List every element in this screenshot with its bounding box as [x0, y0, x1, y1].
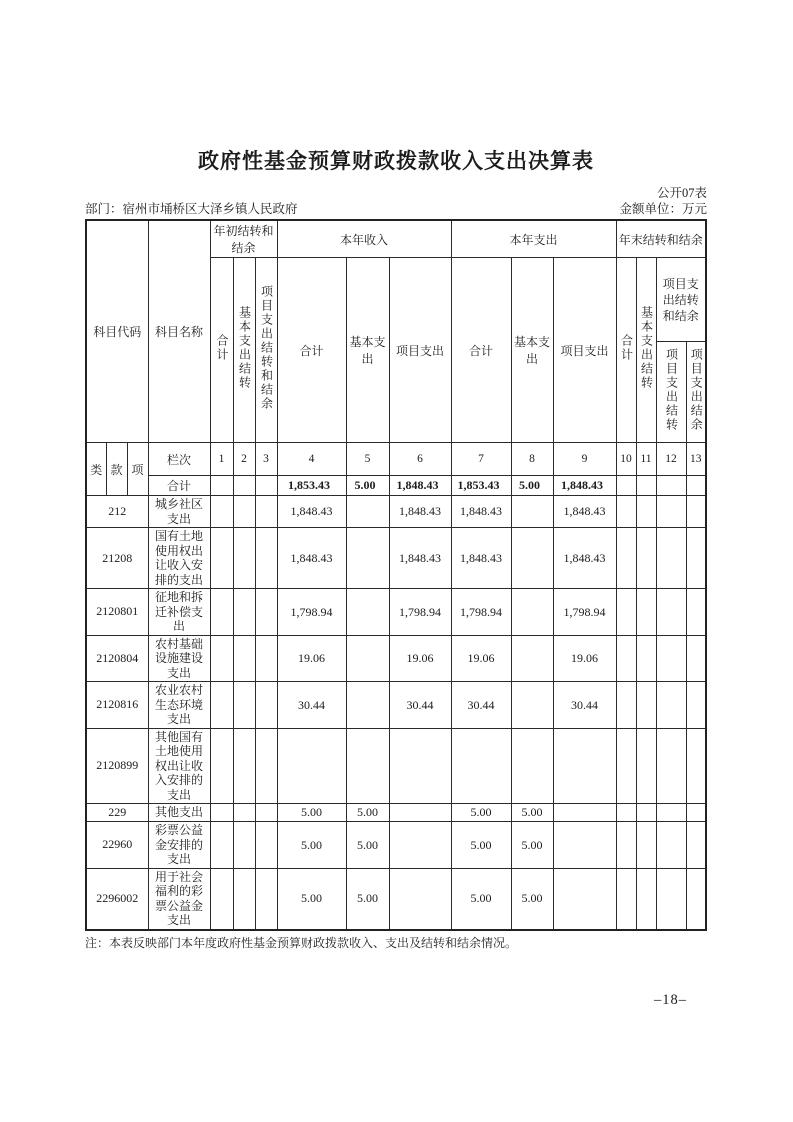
value-cell	[233, 822, 255, 869]
table-row	[86, 635, 706, 682]
header-income-total: 合计	[277, 258, 346, 443]
value-cell	[616, 868, 636, 930]
header-code-item: 项	[127, 443, 148, 496]
subject-name-cell: 农业农村生态环境支出	[148, 682, 210, 729]
subject-code-cell: 2296002	[86, 868, 148, 930]
value-cell	[277, 728, 346, 804]
header-end-project-carryover	[656, 342, 686, 443]
value-cell: 5.00	[511, 868, 553, 930]
col-number-3: 3	[255, 443, 277, 476]
value-cell	[616, 728, 636, 804]
subject-code-cell: 2120899	[86, 728, 148, 804]
subject-name-cell: 国有土地使用权出让收入安排的支出	[148, 528, 210, 589]
subject-code-cell: 229	[86, 804, 148, 822]
value-cell	[616, 496, 636, 528]
value-cell	[210, 682, 233, 729]
header-begin-total	[210, 258, 233, 443]
total-value-5: 5.00	[346, 476, 389, 496]
value-cell: 1,798.94	[277, 589, 346, 636]
value-cell	[233, 635, 255, 682]
value-cell	[210, 804, 233, 822]
value-cell	[511, 728, 553, 804]
value-cell	[389, 804, 451, 822]
value-cell	[636, 635, 656, 682]
col-number-11: 11	[636, 443, 656, 476]
header-expense-total: 合计	[451, 258, 511, 443]
value-cell: 1,848.43	[389, 528, 451, 589]
value-cell	[346, 528, 389, 589]
table-row	[86, 682, 706, 729]
total-value-9: 1,848.43	[553, 476, 616, 496]
value-cell: 1,848.43	[553, 528, 616, 589]
subject-name-cell: 用于社会福利的彩票公益金支出	[148, 868, 210, 930]
value-cell	[686, 496, 706, 528]
total-value-8: 5.00	[511, 476, 553, 496]
col-number-9: 9	[553, 443, 616, 476]
value-cell	[255, 728, 277, 804]
value-cell	[255, 868, 277, 930]
col-number-1: 1	[210, 443, 233, 476]
value-cell	[511, 635, 553, 682]
col-number-2: 2	[233, 443, 255, 476]
value-cell: 5.00	[346, 868, 389, 930]
value-cell	[686, 528, 706, 589]
value-cell: 30.44	[451, 682, 511, 729]
table-row	[86, 496, 706, 528]
value-cell	[210, 728, 233, 804]
value-cell: 30.44	[277, 682, 346, 729]
value-cell: 1,798.94	[553, 589, 616, 636]
value-cell: 19.06	[277, 635, 346, 682]
value-cell	[389, 822, 451, 869]
value-cell: 5.00	[277, 804, 346, 822]
value-cell	[389, 868, 451, 930]
value-cell: 5.00	[346, 804, 389, 822]
value-cell	[346, 589, 389, 636]
value-cell: 5.00	[451, 804, 511, 822]
value-cell	[255, 635, 277, 682]
lanci-label: 栏次	[148, 443, 210, 476]
value-cell	[686, 728, 706, 804]
value-cell	[636, 868, 656, 930]
value-cell: 5.00	[346, 822, 389, 869]
col-number-5: 5	[346, 443, 389, 476]
value-cell	[255, 682, 277, 729]
value-cell	[616, 635, 636, 682]
header-subject-code: 科目代码	[86, 220, 148, 443]
subject-name-cell: 其他国有土地使用权出让收入安排的支出	[148, 728, 210, 804]
end-total-label: 合计	[619, 334, 634, 362]
value-cell	[686, 804, 706, 822]
value-cell	[233, 496, 255, 528]
value-cell	[451, 728, 511, 804]
value-cell	[686, 868, 706, 930]
header-end-basic-carryover	[636, 258, 656, 443]
total-row-label: 合计	[148, 476, 210, 496]
value-cell	[636, 496, 656, 528]
value-cell	[636, 589, 656, 636]
table-row	[86, 528, 706, 589]
value-cell	[210, 589, 233, 636]
header-begin-project-carryover	[255, 258, 277, 443]
value-cell	[553, 728, 616, 804]
total-value-12	[656, 476, 686, 496]
value-cell	[233, 804, 255, 822]
subject-name-cell: 征地和拆迁补偿支出	[148, 589, 210, 636]
value-cell	[233, 728, 255, 804]
col-number-8: 8	[511, 443, 553, 476]
value-cell	[616, 804, 636, 822]
value-cell	[553, 822, 616, 869]
value-cell	[210, 528, 233, 589]
header-end-project-balance	[686, 342, 706, 443]
value-cell	[616, 682, 636, 729]
value-cell	[656, 868, 686, 930]
end-project-carryover-label: 项目支出结转	[664, 348, 679, 432]
doc-label: 公开07表	[656, 186, 707, 200]
table-row	[86, 804, 706, 822]
header-group-current-expense: 本年支出	[451, 220, 616, 258]
value-cell: 5.00	[277, 822, 346, 869]
value-cell	[511, 496, 553, 528]
table-row	[86, 868, 706, 930]
value-cell	[686, 822, 706, 869]
value-cell: 5.00	[277, 868, 346, 930]
page-title: 政府性基金预算财政拨款收入支出决算表	[198, 150, 594, 173]
value-cell	[511, 589, 553, 636]
end-basic-carryover-label: 基本支出结转	[639, 306, 654, 390]
subject-code-cell: 212	[86, 496, 148, 528]
col-number-4: 4	[277, 443, 346, 476]
header-group-begin-balance: 年初结转和结余	[210, 220, 277, 258]
table-row	[86, 822, 706, 869]
value-cell	[636, 804, 656, 822]
subject-name-cell: 其他支出	[148, 804, 210, 822]
value-cell	[255, 804, 277, 822]
value-cell	[346, 635, 389, 682]
subject-name-cell: 彩票公益金安排的支出	[148, 822, 210, 869]
value-cell	[553, 804, 616, 822]
value-cell: 19.06	[553, 635, 616, 682]
value-cell	[233, 528, 255, 589]
header-subject-name: 科目名称	[148, 220, 210, 443]
total-value-10	[616, 476, 636, 496]
value-cell	[553, 868, 616, 930]
note-text: 注：本表反映部门本年度政府性基金预算财政拨款收入、支出及结转和结余情况。	[85, 935, 518, 950]
total-value-13	[686, 476, 706, 496]
col-number-13: 13	[686, 443, 706, 476]
value-cell	[233, 589, 255, 636]
value-cell	[656, 682, 686, 729]
begin-project-carryover-label: 项目支出结转和结余	[259, 285, 274, 411]
value-cell: 5.00	[511, 804, 553, 822]
header-code-section: 款	[106, 443, 127, 496]
value-cell	[346, 496, 389, 528]
fiscal-table	[85, 219, 707, 931]
content-area	[85, 150, 707, 951]
value-cell	[656, 728, 686, 804]
total-value-3	[255, 476, 277, 496]
value-cell	[346, 682, 389, 729]
value-cell	[616, 528, 636, 589]
value-cell	[210, 822, 233, 869]
value-cell	[346, 728, 389, 804]
value-cell: 1,848.43	[451, 496, 511, 528]
value-cell	[636, 682, 656, 729]
header-begin-basic-carryover	[233, 258, 255, 443]
total-value-4: 1,853.43	[277, 476, 346, 496]
value-cell	[255, 822, 277, 869]
value-cell	[656, 804, 686, 822]
value-cell: 1,848.43	[389, 496, 451, 528]
value-cell: 1,848.43	[277, 528, 346, 589]
header-end-total	[616, 258, 636, 443]
value-cell: 30.44	[553, 682, 616, 729]
table-row	[86, 728, 706, 804]
header-income-basic: 基本支出	[346, 258, 389, 443]
subject-code-cell: 2120816	[86, 682, 148, 729]
value-cell: 1,798.94	[451, 589, 511, 636]
value-cell	[255, 496, 277, 528]
value-cell: 19.06	[451, 635, 511, 682]
subject-name-cell: 城乡社区支出	[148, 496, 210, 528]
begin-total-label: 合计	[215, 334, 230, 362]
value-cell	[616, 822, 636, 869]
value-cell	[686, 589, 706, 636]
value-cell: 5.00	[451, 868, 511, 930]
meta-row	[85, 201, 707, 218]
value-cell	[656, 589, 686, 636]
total-value-11	[636, 476, 656, 496]
value-cell	[511, 528, 553, 589]
header-group-end-balance: 年末结转和结余	[616, 220, 706, 258]
header-expense-project: 项目支出	[553, 258, 616, 443]
value-cell	[255, 589, 277, 636]
value-cell	[636, 822, 656, 869]
value-cell: 1,848.43	[553, 496, 616, 528]
value-cell	[210, 496, 233, 528]
end-project-balance-label: 项目支出结余	[689, 348, 704, 432]
value-cell: 1,798.94	[389, 589, 451, 636]
subject-code-cell: 22960	[86, 822, 148, 869]
header-income-project: 项目支出	[389, 258, 451, 443]
col-number-7: 7	[451, 443, 511, 476]
subject-code-cell: 2120804	[86, 635, 148, 682]
value-cell: 19.06	[389, 635, 451, 682]
value-cell	[511, 682, 553, 729]
value-cell	[389, 728, 451, 804]
value-cell	[255, 528, 277, 589]
value-cell	[210, 635, 233, 682]
header-group-current-income: 本年收入	[277, 220, 451, 258]
unit-label: 金额单位：万元	[619, 202, 707, 216]
subject-code-cell: 21208	[86, 528, 148, 589]
table-row	[86, 589, 706, 636]
begin-basic-carryover-label: 基本支出结转	[237, 306, 252, 390]
total-value-7: 1,853.43	[451, 476, 511, 496]
value-cell	[636, 528, 656, 589]
value-cell	[656, 528, 686, 589]
value-cell	[233, 868, 255, 930]
value-cell: 5.00	[451, 822, 511, 869]
value-cell	[656, 496, 686, 528]
value-cell	[636, 728, 656, 804]
total-value-1	[210, 476, 233, 496]
value-cell: 30.44	[389, 682, 451, 729]
value-cell	[686, 682, 706, 729]
value-cell	[616, 589, 636, 636]
total-value-6: 1,848.43	[389, 476, 451, 496]
header-code-class: 类	[86, 443, 106, 496]
col-number-10: 10	[616, 443, 636, 476]
header-expense-basic: 基本支出	[511, 258, 553, 443]
page-number: –18–	[654, 992, 687, 1008]
value-cell	[233, 682, 255, 729]
value-cell	[656, 822, 686, 869]
header-end-project-subgroup: 项目支出结转和结余	[656, 258, 706, 342]
value-cell: 5.00	[511, 822, 553, 869]
subject-code-cell: 2120801	[86, 589, 148, 636]
value-cell	[686, 635, 706, 682]
subject-name-cell: 农村基础设施建设支出	[148, 635, 210, 682]
value-cell: 1,848.43	[451, 528, 511, 589]
department-label: 部门：宿州市埇桥区大泽乡镇人民政府	[85, 202, 298, 216]
value-cell	[210, 868, 233, 930]
total-value-2	[233, 476, 255, 496]
value-cell: 1,848.43	[277, 496, 346, 528]
col-number-12: 12	[656, 443, 686, 476]
value-cell	[656, 635, 686, 682]
col-number-6: 6	[389, 443, 451, 476]
